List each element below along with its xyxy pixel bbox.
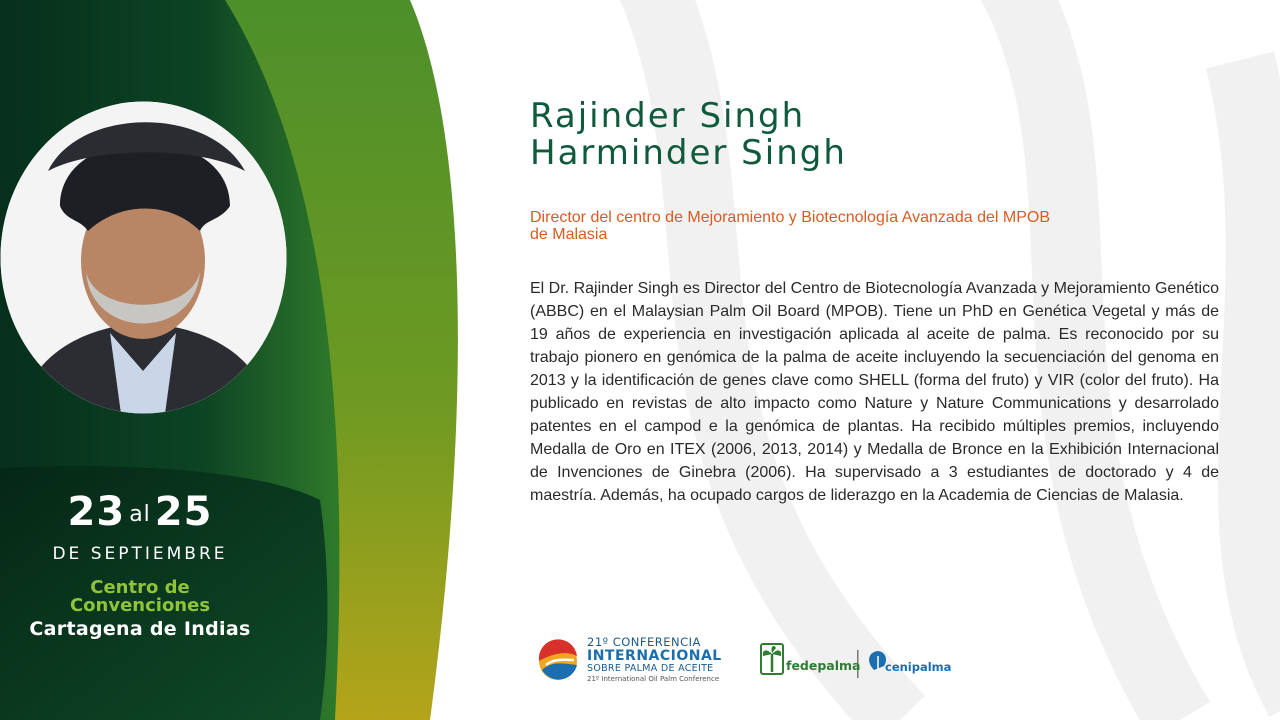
speaker-name-line1: Rajinder Singh bbox=[530, 96, 806, 136]
day-end: 25 bbox=[154, 489, 213, 535]
conference-line1: 21º CONFERENCIA bbox=[587, 635, 701, 649]
speaker-role-line2: de Malasia bbox=[530, 226, 608, 243]
event-venue bbox=[20, 579, 260, 615]
conference-line4: 21º International Oil Palm Conference bbox=[587, 675, 720, 683]
day-start: 23 bbox=[67, 489, 126, 535]
venue-line2: Convenciones bbox=[69, 595, 211, 616]
speaker-role bbox=[530, 209, 1090, 243]
conference-line3: SOBRE PALMA DE ACEITE bbox=[587, 663, 714, 674]
speaker-photo bbox=[0, 101, 287, 414]
speaker-name bbox=[530, 98, 847, 172]
day-connector: al bbox=[129, 502, 151, 527]
speaker-name-line2: Harminder Singh bbox=[530, 133, 847, 173]
fedepalma-logo-text: fedepalma bbox=[786, 658, 861, 673]
venue-line1: Centro de bbox=[90, 577, 190, 598]
palm-tree-logo-icon bbox=[761, 644, 783, 674]
conference-logo-text bbox=[587, 636, 722, 685]
event-info bbox=[20, 490, 260, 641]
cenipalma-logo-text: cenipalma bbox=[885, 660, 952, 674]
speaker-bio: El Dr. Rajinder Singh es Director del Centro de Biotecnología Avanzada y Mejoramiento Genético (ABBC) en el Malaysian Palm Oil Board (MPOB). Tiene un PhD en Genética Vegetal y más de 19 años de experiencia en investigación aplicada al aceite de palma. Es reconocido por su trabajo pionero en genómica de la palma de aceite incluyendo la secuenciación del genoma en 2013 y la identificación de genes clave como SHELL (forma del fruto) y VIR (color del fruto). Ha publicado en revistas de alto impacto como Nature y Nature Communications y desarrolado patentes en el campod e la genómica de plantas. Ha recibido múltiples premios, incluyendo Medalla de Oro en ITEX (2006, 2013, 2014) y Medalla de Bronce en la Exhibición Internacional de Invenciones de Ginebra (2006). Ha supervisado a 3 estudiantes de doctorado y 4 de maestría. Además, ha ocupado cargos de liderazgo en la Academia de Ciencias de Malasia. bbox=[530, 280, 1219, 504]
speaker-role-line1: Director del centro de Mejoramiento y Biotecnología Avanzada del MPOB bbox=[530, 209, 1050, 226]
palm-leaf-logo-icon bbox=[869, 651, 886, 670]
event-city: Cartagena de Indias bbox=[29, 618, 251, 640]
event-month: DE SEPTIEMBRE bbox=[52, 544, 228, 564]
event-dates bbox=[20, 490, 260, 541]
conference-line2: INTERNACIONAL bbox=[587, 648, 722, 664]
sun-swirl-logo-icon bbox=[539, 639, 577, 680]
